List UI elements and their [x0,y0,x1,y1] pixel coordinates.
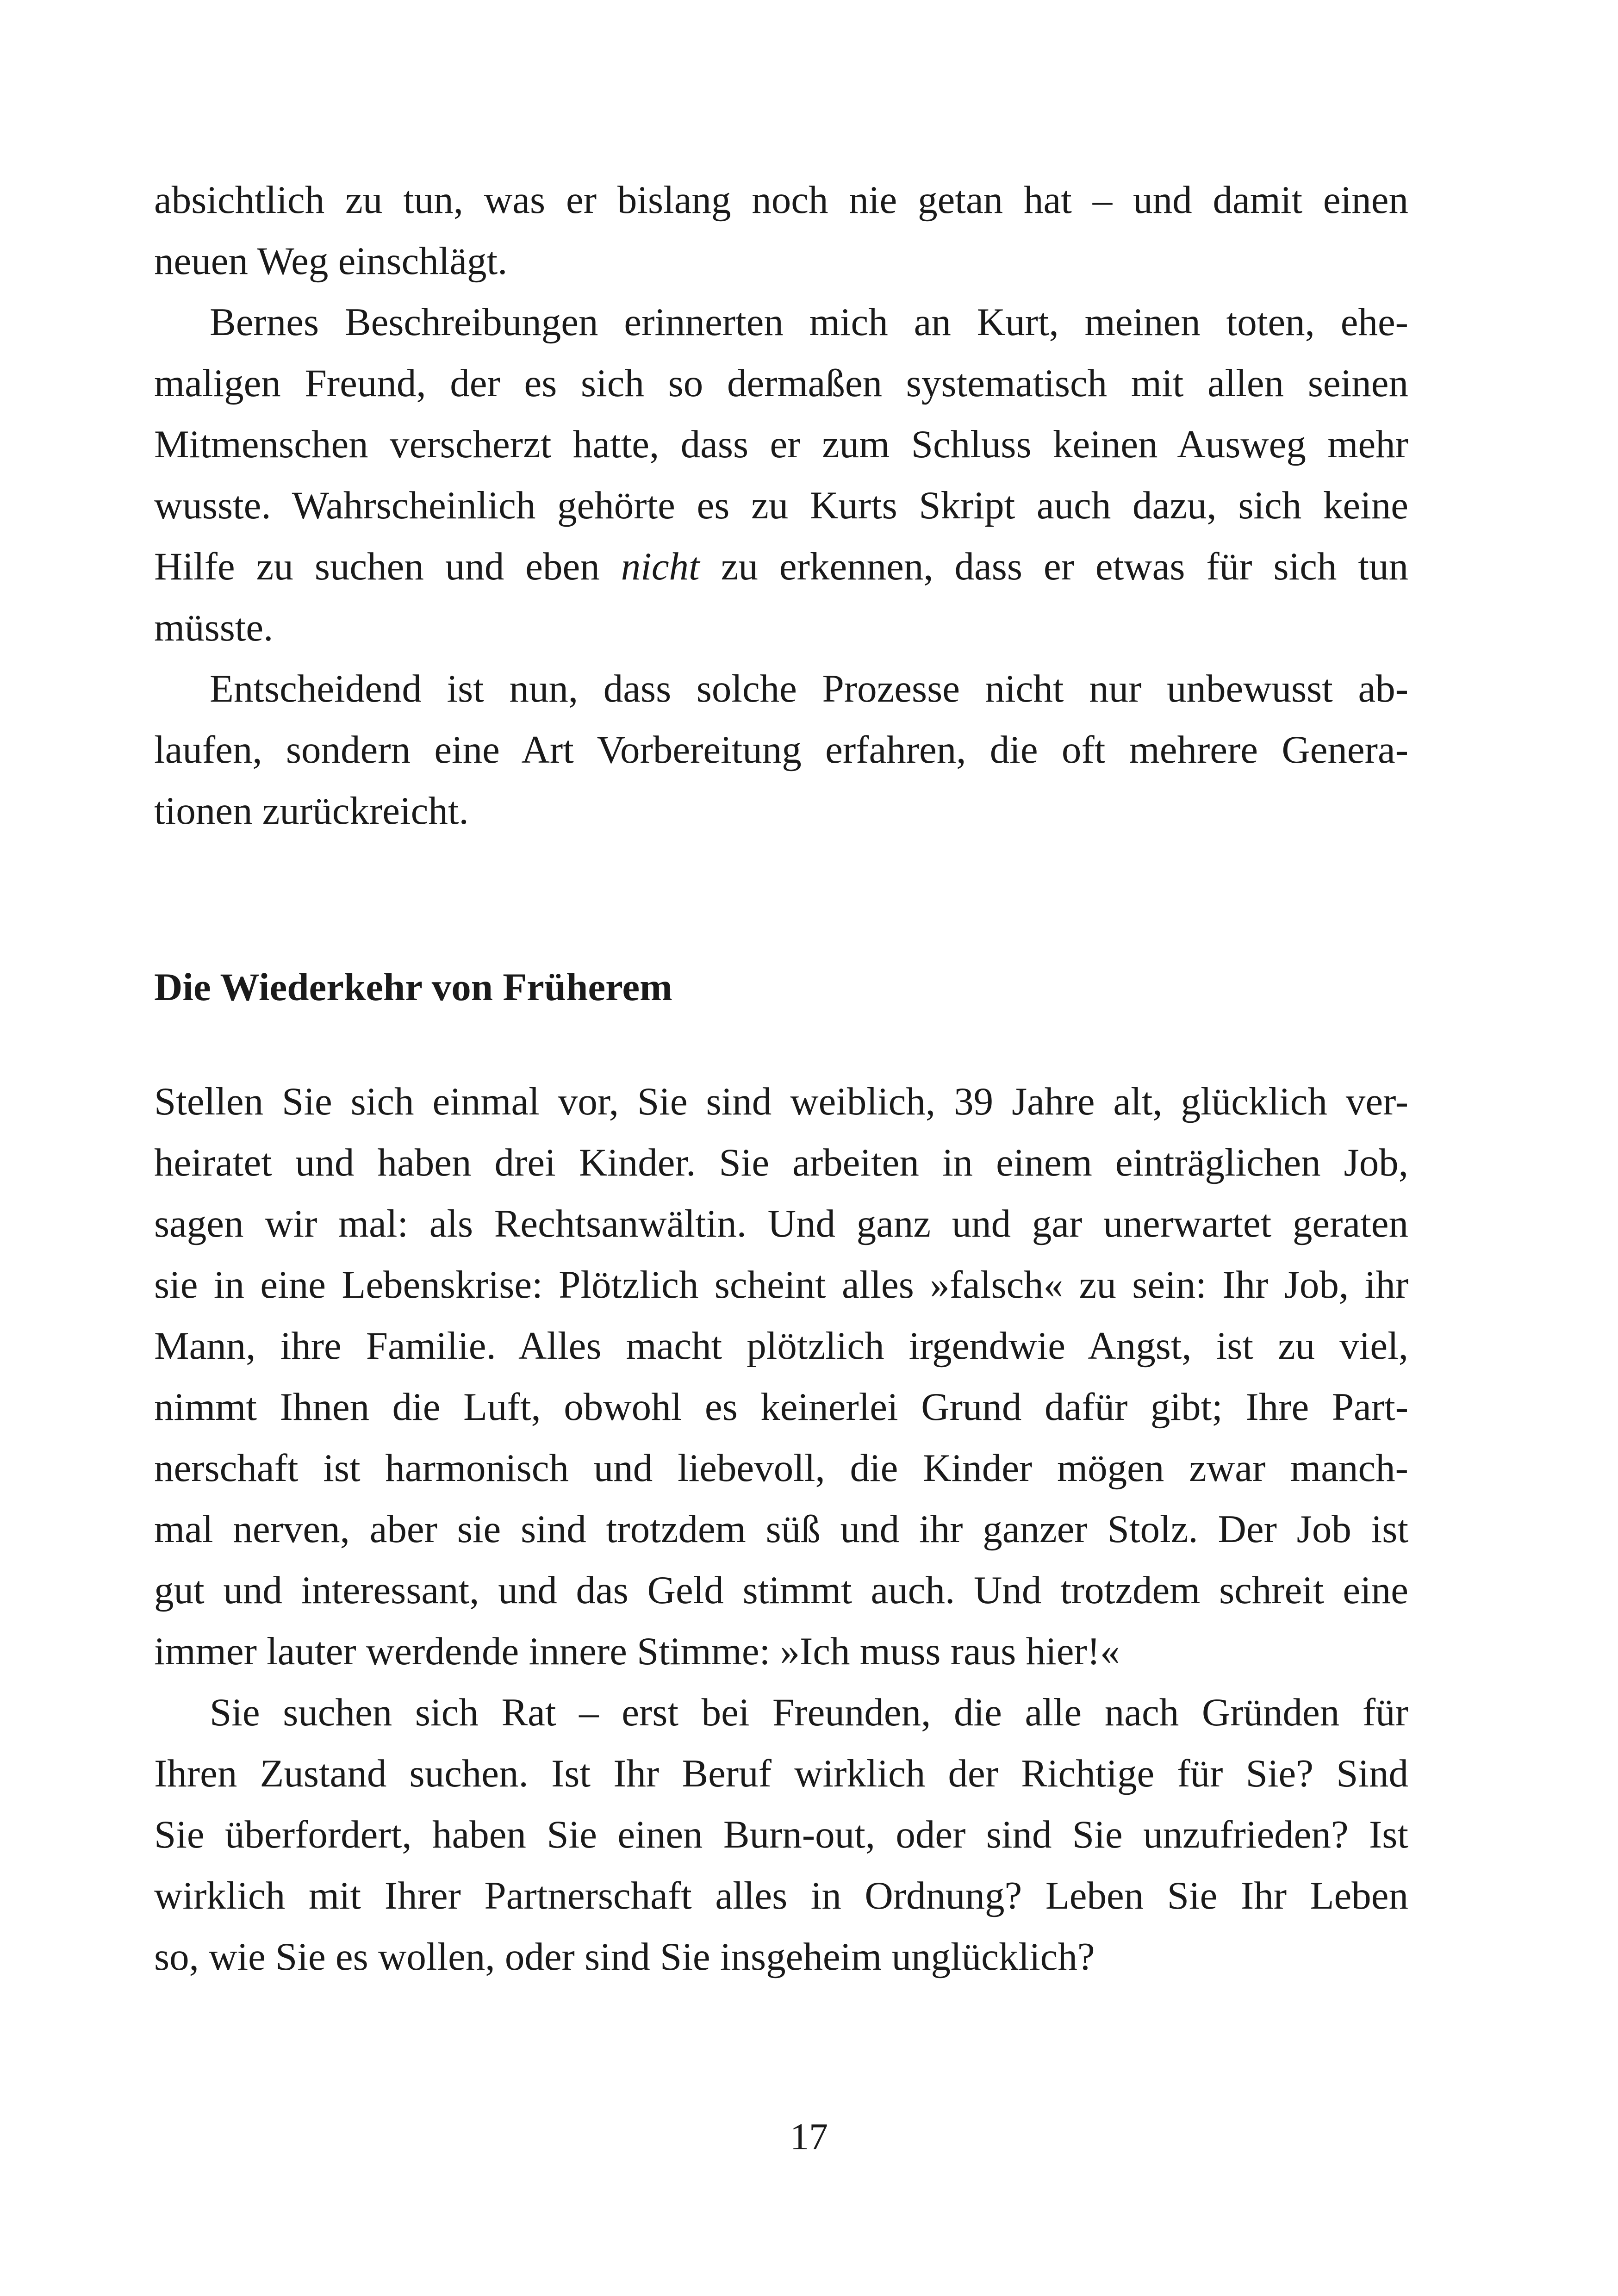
page-number: 17 [790,2116,828,2158]
text-line: tionen zurückreicht. [154,789,469,833]
text-line: Bernes Beschreibungen erinnerten mich an Kurt, meinen toten, ehe- [210,300,1408,344]
text-line: Mann, ihre Familie. Alles macht plötzlich irgendwie Angst, ist zu viel, [154,1324,1408,1368]
text-segment: Hilfe zu suchen und eben [154,545,621,588]
text-line: neuen Weg einschlägt. [154,239,508,283]
text-line: sagen wir mal: als Rechtsanwältin. Und ganz und gar unerwartet geraten [154,1202,1408,1245]
text-line: nerschaft ist harmonisch und liebevoll, die Kinder mögen zwar manch- [154,1446,1408,1490]
text-line: Ihren Zustand suchen. Ist Ihr Beruf wirklich der Richtige für Sie? Sind [154,1752,1408,1795]
text-line: sie in eine Lebenskrise: Plötzlich scheint alles »falsch« zu sein: Ihr Job, ihr [154,1263,1408,1307]
emphasized-word: nicht [621,545,700,588]
text-line: nimmt Ihnen die Luft, obwohl es keinerlei Grund dafür gibt; Ihre Part- [154,1385,1408,1429]
text-line: heiratet und haben drei Kinder. Sie arbeiten in einem einträglichen Job, [154,1141,1408,1184]
text-segment: zu erkennen, dass er etwas für sich tun [699,545,1408,588]
text-line: wusste. Wahrscheinlich gehörte es zu Kurts Skript auch dazu, sich keine [154,484,1408,527]
text-line-with-emphasis [154,536,1408,597]
text-line: Entscheidend ist nun, dass solche Prozesse nicht nur unbewusst ab- [210,667,1408,710]
text-line: Mitmenschen verscherzt hatte, dass er zum Schluss keinen Ausweg mehr [154,423,1408,466]
section-heading: Die Wiederkehr von Früherem [154,965,672,1009]
text-line: maligen Freund, der es sich so dermaßen systematisch mit allen seinen [154,361,1408,405]
text-line: so, wie Sie es wollen, oder sind Sie insgeheim unglücklich? [154,1935,1095,1979]
text-line: Sie überfordert, haben Sie einen Burn-out, oder sind Sie unzufrieden? Ist [154,1813,1408,1856]
text-line: immer lauter werdende innere Stimme: »Ich muss raus hier!« [154,1630,1120,1673]
text-line: mal nerven, aber sie sind trotzdem süß und ihr ganzer Stolz. Der Job ist [154,1507,1408,1551]
text-line: laufen, sondern eine Art Vorbereitung erfahren, die oft mehrere Genera- [154,728,1408,772]
text-line: Stellen Sie sich einmal vor, Sie sind weiblich, 39 Jahre alt, glücklich ver- [154,1080,1408,1123]
text-line: müsste. [154,606,274,649]
text-line: gut und interessant, und das Geld stimmt auch. Und trotzdem schreit eine [154,1568,1408,1612]
text-line: absichtlich zu tun, was er bislang noch nie getan hat – und damit einen [154,178,1408,222]
text-line: Sie suchen sich Rat – erst bei Freunden, die alle nach Gründen für [210,1691,1408,1734]
text-line: wirklich mit Ihrer Partnerschaft alles in Ordnung? Leben Sie Ihr Leben [154,1874,1408,1917]
